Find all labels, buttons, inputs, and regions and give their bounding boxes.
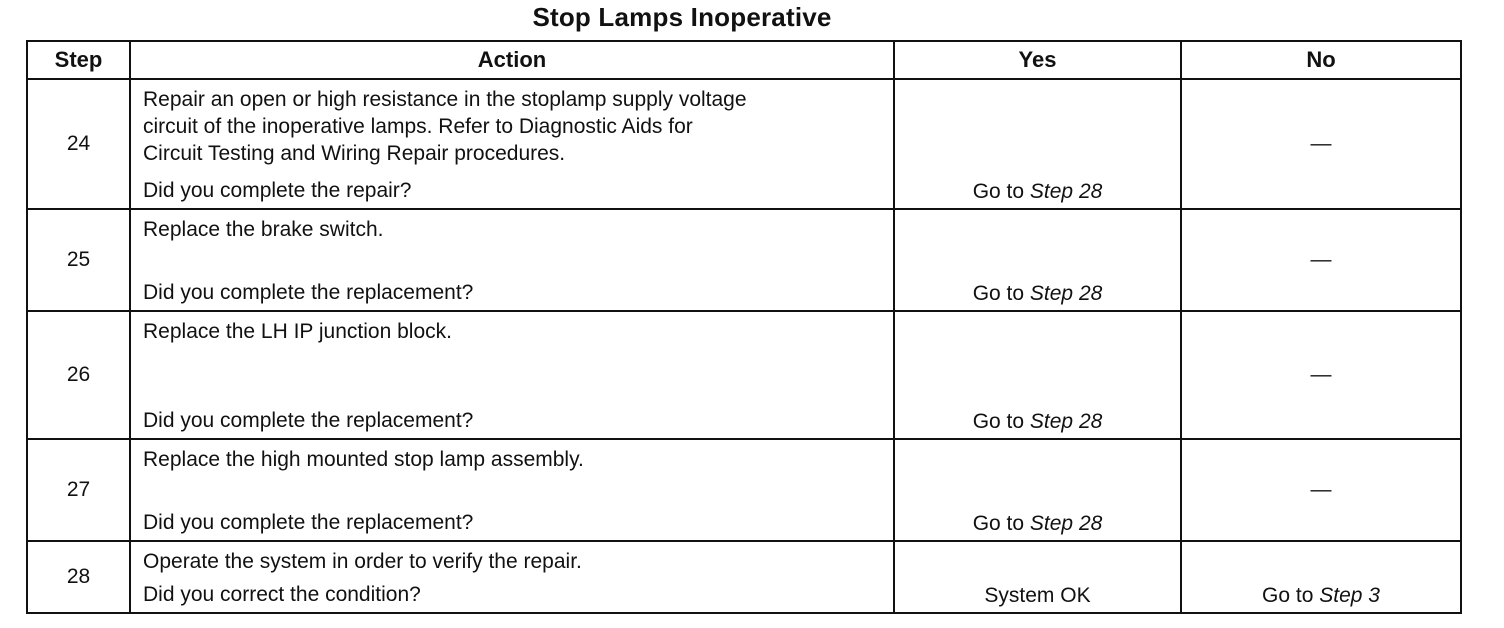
yes-cell — [894, 311, 1181, 439]
action-text: Replace the high mounted stop lamp assembly. — [143, 448, 584, 471]
yes-step-link[interactable]: Step 28 — [1029, 410, 1103, 433]
no-dash: — — [1310, 248, 1332, 271]
action-text: circuit of the inoperative lamps. Refer to Diagnostic Aids for — [143, 115, 693, 138]
no-step-link[interactable]: Step 3 — [1319, 584, 1380, 607]
action-text: Repair an open or high resistance in the stoplamp supply voltage — [143, 88, 747, 111]
action-question: Did you complete the replacement? — [143, 281, 474, 304]
action-cell — [130, 311, 894, 439]
no-cell — [1181, 439, 1461, 541]
diagnostic-table — [26, 40, 1462, 614]
action-cell — [130, 541, 894, 613]
action-cell — [130, 209, 894, 311]
no-cell — [1181, 311, 1461, 439]
yes-text: Go to — [972, 512, 1025, 535]
action-question: Did you complete the repair? — [143, 179, 412, 202]
action-text: Replace the brake switch. — [143, 218, 384, 241]
no-cell — [1181, 209, 1461, 311]
no-dash: — — [1310, 363, 1332, 386]
yes-cell — [894, 209, 1181, 311]
step-number: 26 — [27, 311, 130, 439]
action-cell — [130, 79, 894, 209]
yes-cell — [894, 541, 1181, 613]
yes-cell — [894, 79, 1181, 209]
header-row — [27, 41, 1461, 79]
table-row — [27, 439, 1461, 541]
action-question: Did you complete the replacement? — [143, 511, 474, 534]
table-row — [27, 311, 1461, 439]
yes-step-link[interactable]: Step 28 — [1029, 180, 1103, 203]
step-number: 25 — [27, 209, 130, 311]
step-number: 28 — [27, 541, 130, 613]
column-header-yes: Yes — [894, 41, 1181, 79]
action-question: Did you correct the condition? — [143, 583, 421, 606]
step-number: 24 — [27, 79, 130, 209]
table-row — [27, 541, 1461, 613]
yes-text: Go to — [972, 180, 1025, 203]
no-dash: — — [1310, 132, 1332, 155]
yes-step-link[interactable]: Step 28 — [1029, 512, 1103, 535]
no-dash: — — [1310, 478, 1332, 501]
yes-text: System OK — [984, 584, 1091, 607]
column-header-step: Step — [27, 41, 130, 79]
action-text: Circuit Testing and Wiring Repair procedures. — [143, 142, 566, 165]
action-question: Did you complete the replacement? — [143, 409, 474, 432]
table-row — [27, 79, 1461, 209]
step-number: 27 — [27, 439, 130, 541]
action-text: Operate the system in order to verify the repair. — [143, 550, 582, 573]
table-row — [27, 209, 1461, 311]
yes-text: Go to — [972, 282, 1025, 305]
column-header-action: Action — [130, 41, 894, 79]
no-cell — [1181, 541, 1461, 613]
page-title: Stop Lamps Inoperative — [532, 2, 832, 32]
column-header-no: No — [1181, 41, 1461, 79]
no-cell — [1181, 79, 1461, 209]
yes-text: Go to — [972, 410, 1025, 433]
action-cell — [130, 439, 894, 541]
yes-step-link[interactable]: Step 28 — [1029, 282, 1103, 305]
yes-cell — [894, 439, 1181, 541]
no-text: Go to — [1262, 584, 1314, 607]
action-text: Replace the LH IP junction block. — [143, 320, 452, 343]
